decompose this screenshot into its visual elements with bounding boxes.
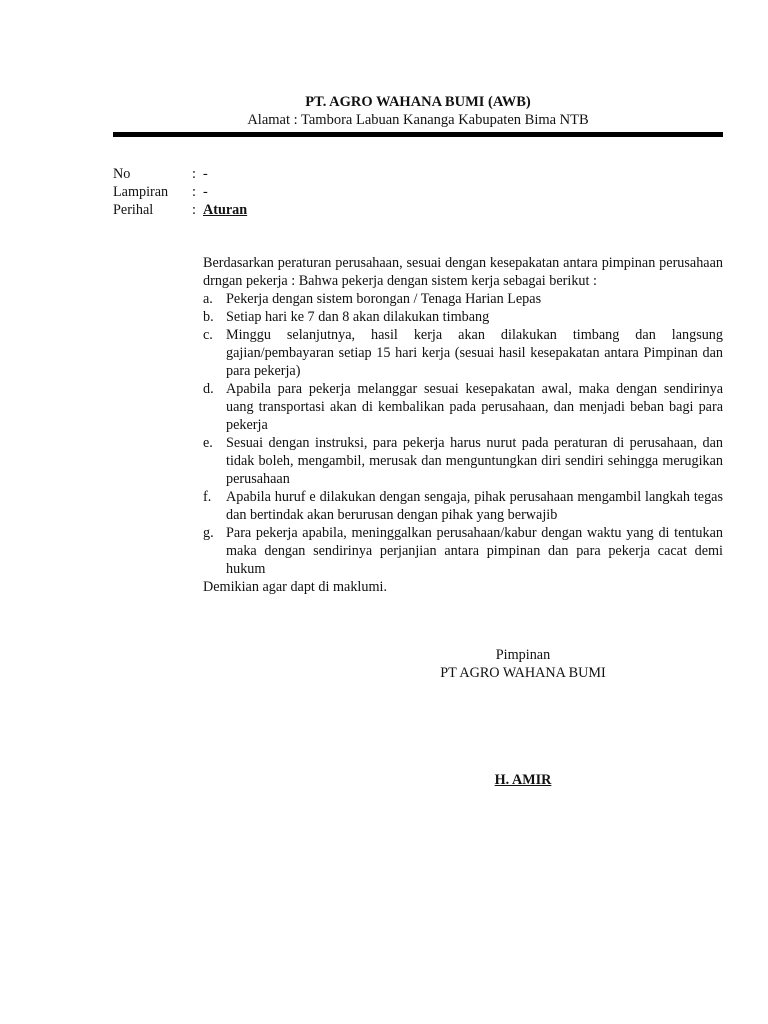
signature-company: PT AGRO WAHANA BUMI bbox=[440, 665, 606, 681]
list-marker: c. bbox=[203, 327, 213, 343]
meta-label: No bbox=[113, 166, 131, 182]
list-item bbox=[203, 524, 723, 578]
signature-block bbox=[413, 646, 633, 682]
list-item-text: Setiap hari ke 7 dan 8 akan dilakukan timbang bbox=[226, 309, 490, 325]
meta-value: - bbox=[203, 166, 208, 182]
list-marker: d. bbox=[203, 381, 214, 397]
closing-line: Demikian agar dapt di maklumi. bbox=[203, 579, 387, 595]
meta-row-perihal bbox=[113, 201, 247, 219]
list-marker: e. bbox=[203, 435, 213, 451]
meta-label: Lampiran bbox=[113, 184, 169, 200]
list-item-text: Pekerja dengan sistem borongan / Tenaga Harian Lepas bbox=[226, 291, 542, 307]
letter-meta bbox=[113, 165, 247, 219]
meta-colon: : bbox=[192, 184, 196, 200]
letter-body bbox=[203, 254, 723, 596]
list-item-text: Sesuai dengan instruksi, para pekerja harus nurut pada peraturan di perusahaan, dan tidak boleh, mengambil, merusak dan menguntungkan diri sendiri sehingga merugikan perusahaan bbox=[226, 435, 723, 487]
meta-row-no bbox=[113, 165, 247, 183]
company-address: Alamat : Tambora Labuan Kananga Kabupaten Bima NTB bbox=[247, 112, 589, 128]
list-item bbox=[203, 326, 723, 380]
list-item-text: Apabila para pekerja melanggar sesuai kesepakatan awal, maka dengan sendirinya uang transportasi akan di kembalikan pada perusahaan, dan menjadi beban bagi para pekerja bbox=[226, 381, 723, 433]
list-item bbox=[203, 290, 723, 308]
list-item bbox=[203, 434, 723, 488]
list-item-text: Minggu selanjutnya, hasil kerja akan dilakukan timbang dan langsung gajian/pembayaran setiap 15 hari kerja (sesuai hasil kesepakatan antara Pimpinan dan para pekerja) bbox=[226, 327, 723, 379]
list-item-text: Para pekerja apabila, meninggalkan perusahaan/kabur dengan waktu yang di tentukan maka dengan sendirinya perjanjian antara pimpinan dan para pekerja cacat demi hukum bbox=[226, 525, 723, 577]
list-item bbox=[203, 308, 723, 326]
subject-value: Aturan bbox=[203, 202, 248, 218]
rules-list bbox=[203, 290, 723, 578]
list-marker: f. bbox=[203, 489, 212, 505]
signature-title: Pimpinan bbox=[495, 647, 551, 663]
company-name: PT. AGRO WAHANA BUMI (AWB) bbox=[305, 94, 531, 110]
list-marker: a. bbox=[203, 291, 213, 307]
list-marker: b. bbox=[203, 309, 214, 325]
meta-label: Perihal bbox=[113, 202, 154, 218]
list-item bbox=[203, 380, 723, 434]
list-item bbox=[203, 488, 723, 524]
meta-colon: : bbox=[192, 166, 196, 182]
meta-row-lampiran bbox=[113, 183, 247, 201]
letterhead bbox=[113, 93, 723, 129]
header-divider bbox=[113, 132, 723, 137]
intro-paragraph: Berdasarkan peraturan perusahaan, sesuai dengan kesepakatan antara pimpinan perusahaan drngan pekerja : Bahwa pekerja dengan sistem kerja sebagai berikut : bbox=[203, 255, 723, 289]
list-item-text: Apabila huruf e dilakukan dengan sengaja, pihak perusahaan mengambil langkah tegas dan bertindak akan berurusan dengan pihak yang berwajib bbox=[226, 489, 723, 523]
list-marker: g. bbox=[203, 525, 214, 541]
meta-colon: : bbox=[192, 202, 196, 218]
signer-name: H. AMIR bbox=[494, 772, 552, 788]
meta-value: - bbox=[203, 184, 208, 200]
